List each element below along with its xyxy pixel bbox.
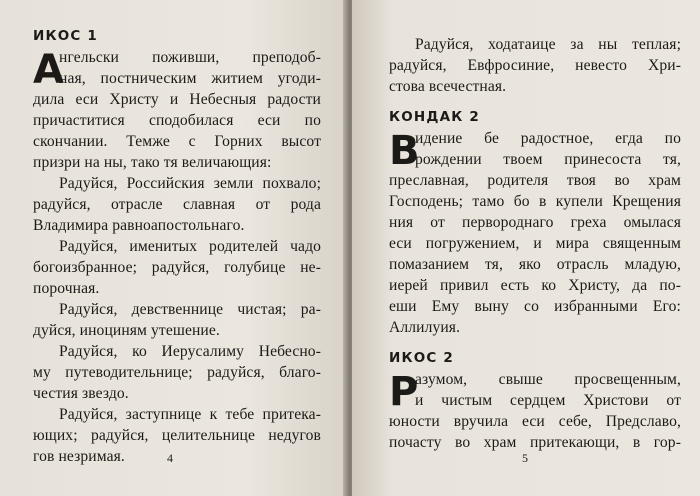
text-line: помазанием тя, яко отрасль младую,: [389, 256, 681, 273]
text-line: Владимира равноапостольнаго.: [33, 217, 245, 234]
text-line: радуйся, отрасле славная от рода: [33, 196, 321, 213]
ikos-2-opening: [389, 369, 681, 415]
text-line: ющих; радуйся, целительнице недугов: [33, 427, 321, 444]
text-line: преславная, родителя твоя во храм: [389, 172, 681, 189]
text-line: иерей привил есть ко Христу, да по-: [389, 277, 681, 294]
text-line: порочная.: [33, 280, 100, 297]
text-line: ная, постническим житием угоди-: [59, 70, 321, 87]
text-line: призри на ны, тако тя величающия:: [33, 154, 272, 171]
left-text-column: [33, 26, 321, 467]
spacer: [389, 338, 681, 348]
text-line: Господень; тамо бо в купели Крещения: [389, 193, 681, 210]
ikos-1-heading: ИКОС 1: [33, 28, 99, 44]
dropcap-letter: А: [33, 47, 64, 93]
page-number-right: 5: [522, 451, 528, 465]
text-line: Радуйся, ходатаице за ны теплая;: [415, 36, 681, 53]
ikos-2-heading: ИКОС 2: [389, 350, 455, 366]
ikos-1-opening: [33, 47, 321, 93]
kondak-2-heading: КОНДАК 2: [389, 109, 481, 125]
text-line: рождении твоем принесоста тя,: [415, 151, 681, 168]
text-line: му путеводительнице; радуйся, благо-: [33, 364, 321, 381]
text-line: ния от первороднаго греха омылася: [389, 214, 681, 231]
text-line: Радуйся, Российския земли похвало;: [59, 175, 321, 192]
right-page: [352, 0, 700, 496]
spacer: [389, 97, 681, 107]
text-line: еси погружением, и мира священным: [389, 235, 681, 252]
text-line: дила еси Христу и Небесныя радости: [33, 91, 321, 108]
text-line: дуйся, иноциням утешение.: [33, 322, 220, 339]
text-line: Аллилуия.: [389, 319, 461, 336]
text-line: еши Ему вынy со избранными Его:: [389, 298, 681, 315]
page-number-left: 4: [167, 451, 173, 465]
text-line: Радуйся, ко Иерусалиму Небесно-: [59, 343, 321, 360]
text-line: Радуйся, именитых родителей чадо: [59, 238, 321, 255]
text-line: причаститися сподобилася еси по: [33, 112, 321, 129]
text-line: идение бе радостное, егда по: [415, 130, 681, 147]
text-line: азумом, свыше просвещенным,: [415, 371, 681, 388]
dropcap-letter: Р: [389, 369, 419, 415]
text-line: почасту во храм притекающи, в гор-: [389, 434, 681, 451]
right-text-column: [389, 34, 681, 453]
text-line: гов незримая.: [33, 448, 125, 465]
text-line: и чистым сердцем Христови от: [415, 392, 681, 409]
text-line: Радуйся, заступнице к тебе притека-: [59, 406, 321, 423]
text-line: Радуйся, девственнице чистая; ра-: [59, 301, 321, 318]
text-line: нгельски поживши, преподоб-: [59, 49, 321, 66]
text-line: радуйся, Евфросиние, невесто Хри-: [389, 57, 681, 74]
text-line: юности вручила еси себе, Предславо,: [389, 413, 681, 430]
text-line: богоизбранное; радуйся, голубице не-: [33, 259, 321, 276]
text-line: скончании. Темже с Горних высот: [33, 133, 321, 150]
kondak-2-opening: [389, 128, 681, 174]
left-page: [0, 0, 348, 496]
text-line: стова всечестная.: [389, 78, 507, 95]
text-line: честия звездо.: [33, 385, 129, 402]
dropcap-letter: В: [389, 128, 420, 174]
